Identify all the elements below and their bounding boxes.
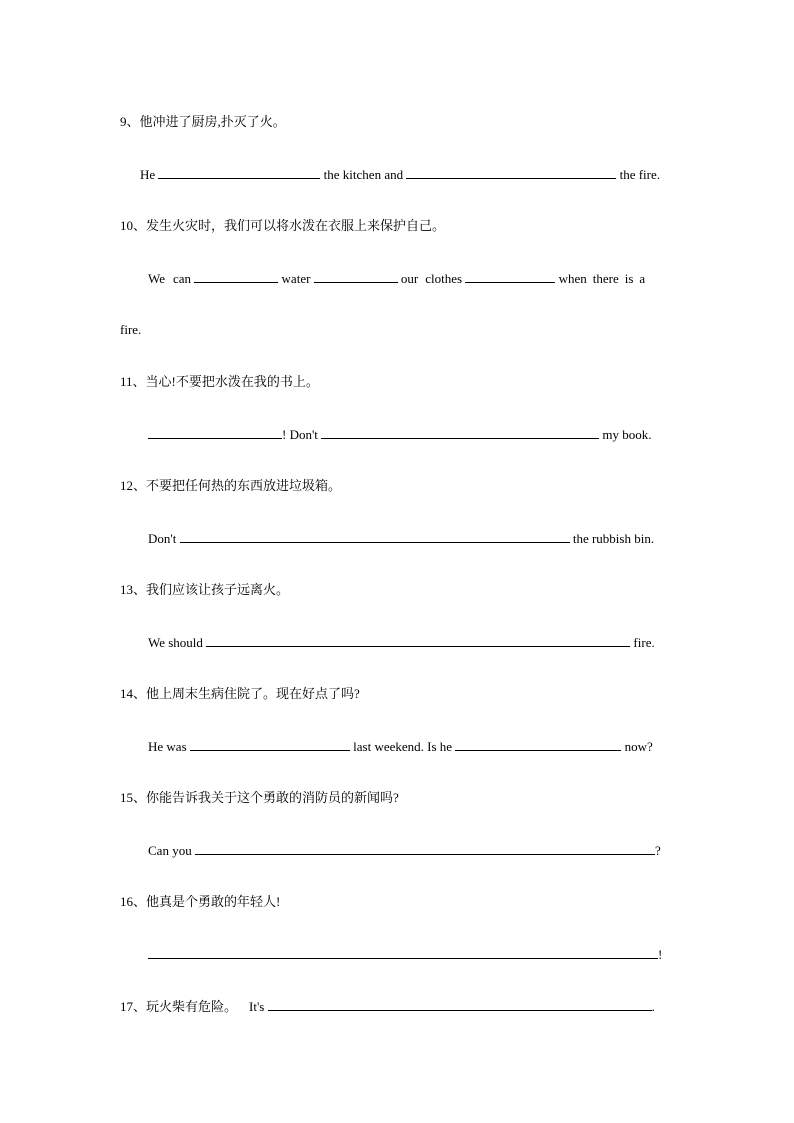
- question-10-answer-line: [148, 270, 645, 286]
- answer-text: ! Don't: [282, 427, 318, 442]
- question-14-answer-line: [148, 738, 653, 754]
- answer-text: last weekend. Is he: [353, 739, 453, 754]
- answer-text: clothes: [425, 271, 463, 286]
- question-9-answer-line: [140, 166, 660, 182]
- answer-text: when: [558, 271, 587, 286]
- answer-blank[interactable]: [321, 426, 599, 439]
- question-10-prompt: 10、发生火灾时，我们可以将水泼在衣服上来保护自己。: [120, 218, 446, 233]
- answer-text: the rubbish bin.: [572, 531, 655, 546]
- answer-text: He was: [148, 739, 187, 754]
- answer-text: fire.: [633, 635, 655, 650]
- answer-blank[interactable]: [455, 738, 621, 751]
- answer-text: !: [658, 947, 663, 962]
- answer-blank[interactable]: [268, 998, 652, 1011]
- question-10-answer-continuation: fire.: [120, 322, 142, 337]
- answer-blank[interactable]: [180, 530, 570, 543]
- answer-blank[interactable]: [406, 166, 616, 179]
- question-15-answer-line: [148, 842, 661, 858]
- question-13-answer-line: [148, 634, 655, 650]
- answer-blank[interactable]: [158, 166, 320, 179]
- question-16-answer-line: [148, 946, 662, 962]
- question-17-prompt: 17、玩火柴有危险。: [120, 999, 238, 1014]
- question-13-prompt: 13、我们应该让孩子远离火。: [120, 582, 290, 597]
- answer-text: the fire.: [619, 167, 661, 182]
- answer-text: the kitchen and: [323, 167, 404, 182]
- answer-blank[interactable]: [148, 426, 282, 439]
- answer-blank[interactable]: [314, 270, 398, 283]
- question-16-prompt: 16、他真是个勇敢的年轻人!: [120, 894, 281, 909]
- answer-text: our: [400, 271, 419, 286]
- answer-text: is: [624, 271, 634, 286]
- question-11-prompt: 11、当心!不要把水泼在我的书上。: [120, 374, 319, 389]
- answer-blank[interactable]: [206, 634, 630, 647]
- answer-text: my book.: [602, 427, 652, 442]
- question-14-prompt: 14、他上周末生病住院了。现在好点了吗?: [120, 686, 360, 701]
- answer-text: now?: [624, 739, 653, 754]
- answer-text: a: [639, 271, 646, 286]
- answer-text: .: [651, 999, 655, 1014]
- question-11-answer-line: [148, 426, 652, 442]
- question-9-prompt: 9、他冲进了厨房,扑灭了火。: [120, 114, 286, 129]
- question-15-prompt: 15、你能告诉我关于这个勇敢的消防员的新闻吗?: [120, 790, 399, 805]
- answer-text: We should: [148, 635, 203, 650]
- answer-blank[interactable]: [148, 946, 658, 959]
- answer-text: Don't: [148, 531, 177, 546]
- answer-text: It's: [249, 999, 265, 1014]
- answer-text: water: [281, 271, 311, 286]
- answer-text: Can you: [148, 843, 192, 858]
- answer-blank[interactable]: [195, 842, 655, 855]
- answer-blank[interactable]: [190, 738, 350, 751]
- question-12-prompt: 12、不要把任何热的东西放进垃圾箱。: [120, 478, 342, 493]
- answer-text: ?: [654, 843, 661, 858]
- answer-text: can: [173, 271, 192, 286]
- answer-text: We: [148, 271, 165, 286]
- answer-text: He: [140, 167, 156, 182]
- answer-blank[interactable]: [194, 270, 278, 283]
- question-17-line: [120, 998, 655, 1014]
- answer-text: there: [592, 271, 619, 286]
- answer-blank[interactable]: [465, 270, 555, 283]
- question-12-answer-line: [148, 530, 654, 546]
